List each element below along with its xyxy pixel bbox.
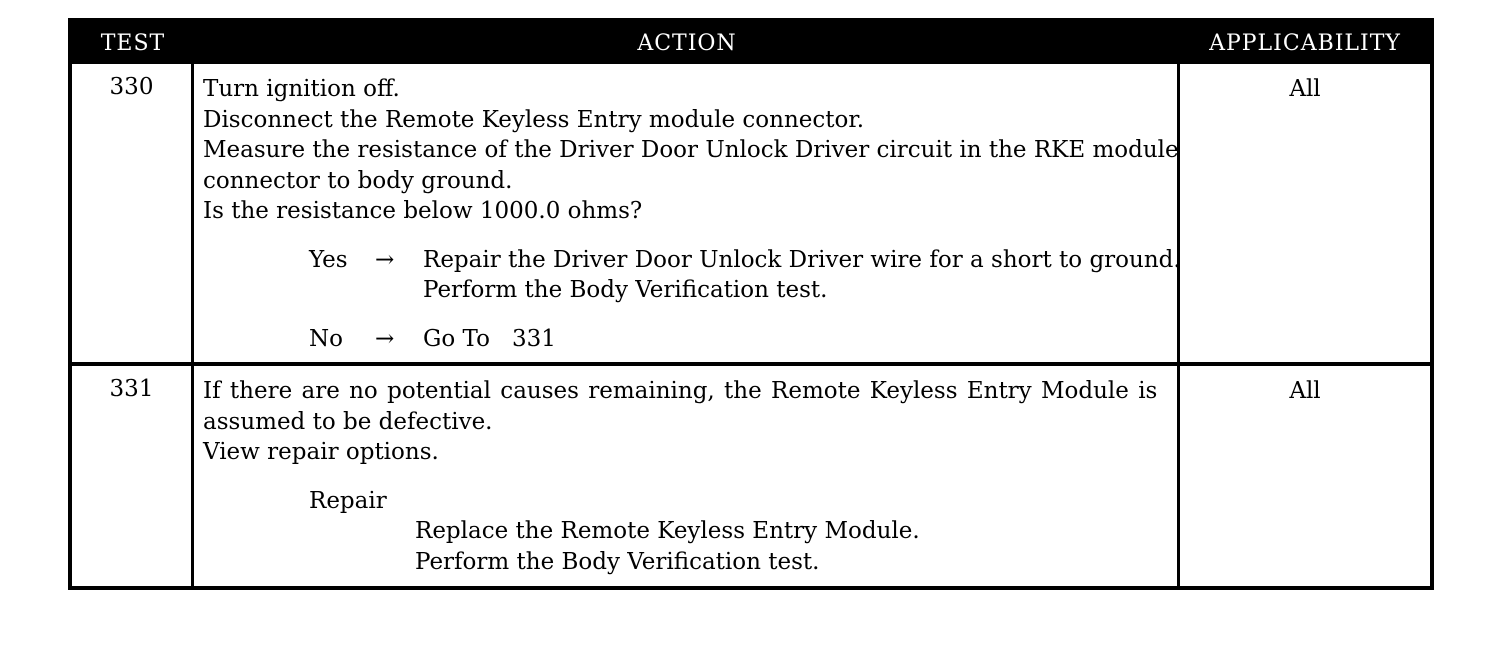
right-arrow-icon: → [375, 325, 395, 352]
table-row [72, 64, 1430, 362]
no-outcome [203, 324, 1171, 355]
header-applicability: APPLICABILITY [1209, 30, 1401, 56]
test-number: 331 [72, 366, 194, 586]
action-line: Is the resistance below 1000.0 ohms? [203, 198, 643, 224]
goto-target-link[interactable]: 331 [511, 325, 556, 352]
table-row [72, 362, 1430, 586]
repair-options [203, 486, 1171, 517]
yes-outcome [203, 245, 1181, 306]
action-line: Measure the resistance of the Driver Door Unlock Driver circuit in the RKE module [203, 137, 1179, 163]
action-line: Disconnect the Remote Keyless Entry module connector. [203, 106, 865, 133]
repair-step: Replace the Remote Keyless Entry Module. [415, 518, 920, 544]
action-cell [194, 64, 1180, 362]
goto-label: Go To [423, 325, 490, 352]
action-line: connector to body ground. [203, 167, 513, 194]
yes-result-line: Repair the Driver Door Unlock Driver wire for a short to ground. [423, 246, 1181, 273]
action-line: If there are no potential causes remaining, the Remote Keyless Entry Module is [203, 378, 1158, 404]
diagnostic-test-table [68, 18, 1434, 590]
yes-label: Yes [309, 246, 348, 273]
repair-label: Repair [309, 487, 387, 514]
table-header [72, 22, 1430, 64]
header-test: TEST [100, 30, 166, 56]
action-line: View repair options. [203, 439, 439, 465]
repair-step: Perform the Body Verification test. [415, 548, 820, 575]
action-cell [194, 366, 1180, 586]
repair-steps [203, 516, 1171, 577]
yes-result-line: Perform the Body Verification test. [423, 277, 828, 303]
action-line: Turn ignition off. [203, 76, 400, 102]
no-label: No [309, 325, 343, 352]
applicability-value: All [1289, 76, 1321, 102]
applicability-value: All [1289, 378, 1321, 404]
right-arrow-icon: → [375, 246, 395, 273]
header-action: ACTION [637, 30, 737, 56]
action-line: assumed to be defective. [203, 408, 493, 435]
test-number: 330 [72, 64, 194, 362]
